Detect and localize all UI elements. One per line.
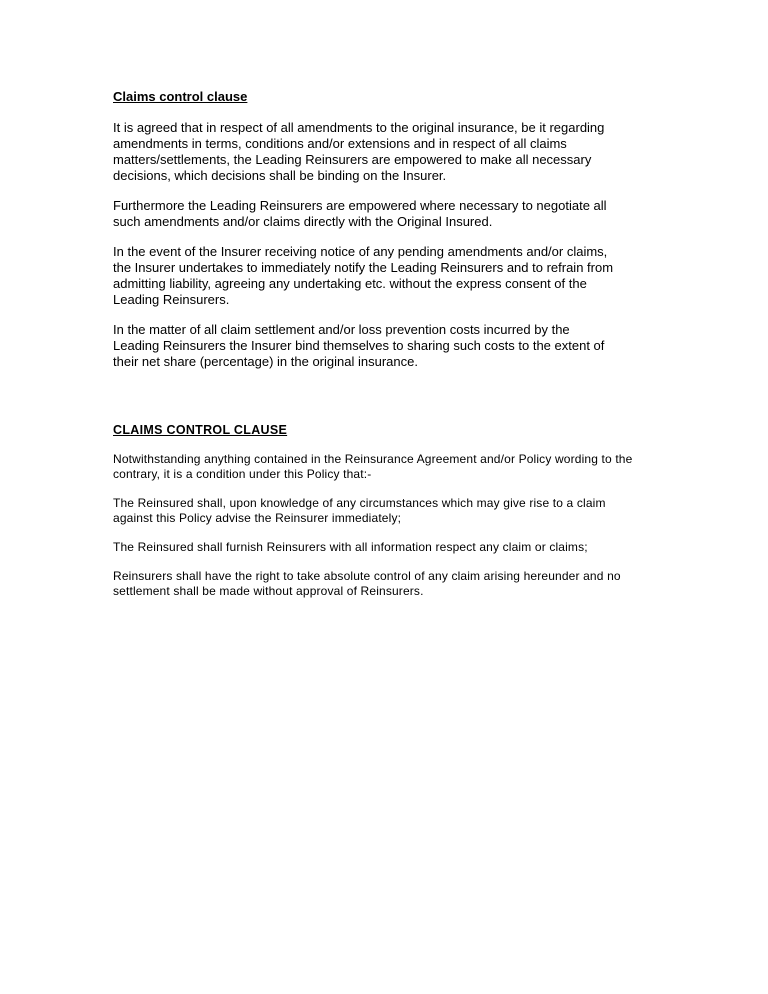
section-heading: Claims control clause: [113, 89, 248, 104]
paragraph-notwithstanding: Notwithstanding anything contained in the Reinsurance Agreement and/or Policy wording to the contrary, it is a condition under this Policy that:-: [113, 452, 633, 481]
paragraph-negotiation: Furthermore the Leading Reinsurers are empowered where necessary to negotiate all such amendments and/or claims directly with the Original Insured.: [113, 198, 607, 229]
paragraph-knowledge: The Reinsured shall, upon knowledge of any circumstances which may give rise to a claim against this Policy advise the Reinsurer immediately;: [113, 496, 606, 525]
claims-control-clause-section: [113, 89, 653, 384]
section-heading: CLAIMS CONTROL CLAUSE: [113, 423, 288, 437]
paragraph-notice: In the event of the Insurer receiving notice of any pending amendments and/or claims, the Insurer undertakes to immediately notify the Leading Reinsurers and to refrain from admitting liability, agreeing any undertaking etc. without the express consent of the Leading Reinsurers.: [113, 244, 614, 307]
paragraph-costs: In the matter of all claim settlement and/or loss prevention costs incurred by the Leading Reinsurers the Insurer bind themselves to sharing such costs to the extent of their net share (percentage) in the original insurance.: [113, 322, 605, 369]
paragraph-information: The Reinsured shall furnish Reinsurers with all information respect any claim or claims;: [113, 540, 588, 554]
claims-control-clause-uppercase-section: [113, 422, 653, 613]
paragraph-amendments: It is agreed that in respect of all amendments to the original insurance, be it regarding amendments in terms, conditions and/or extensions and in respect of all claims matters/settlements, the Leading Reinsurers are empowered to make all necessary decisions, which decisions shall be binding on the Insurer.: [113, 120, 605, 183]
paragraph-control: Reinsurers shall have the right to take absolute control of any claim arising hereunder and no settlement shall be made without approval of Reinsurers.: [113, 569, 621, 598]
